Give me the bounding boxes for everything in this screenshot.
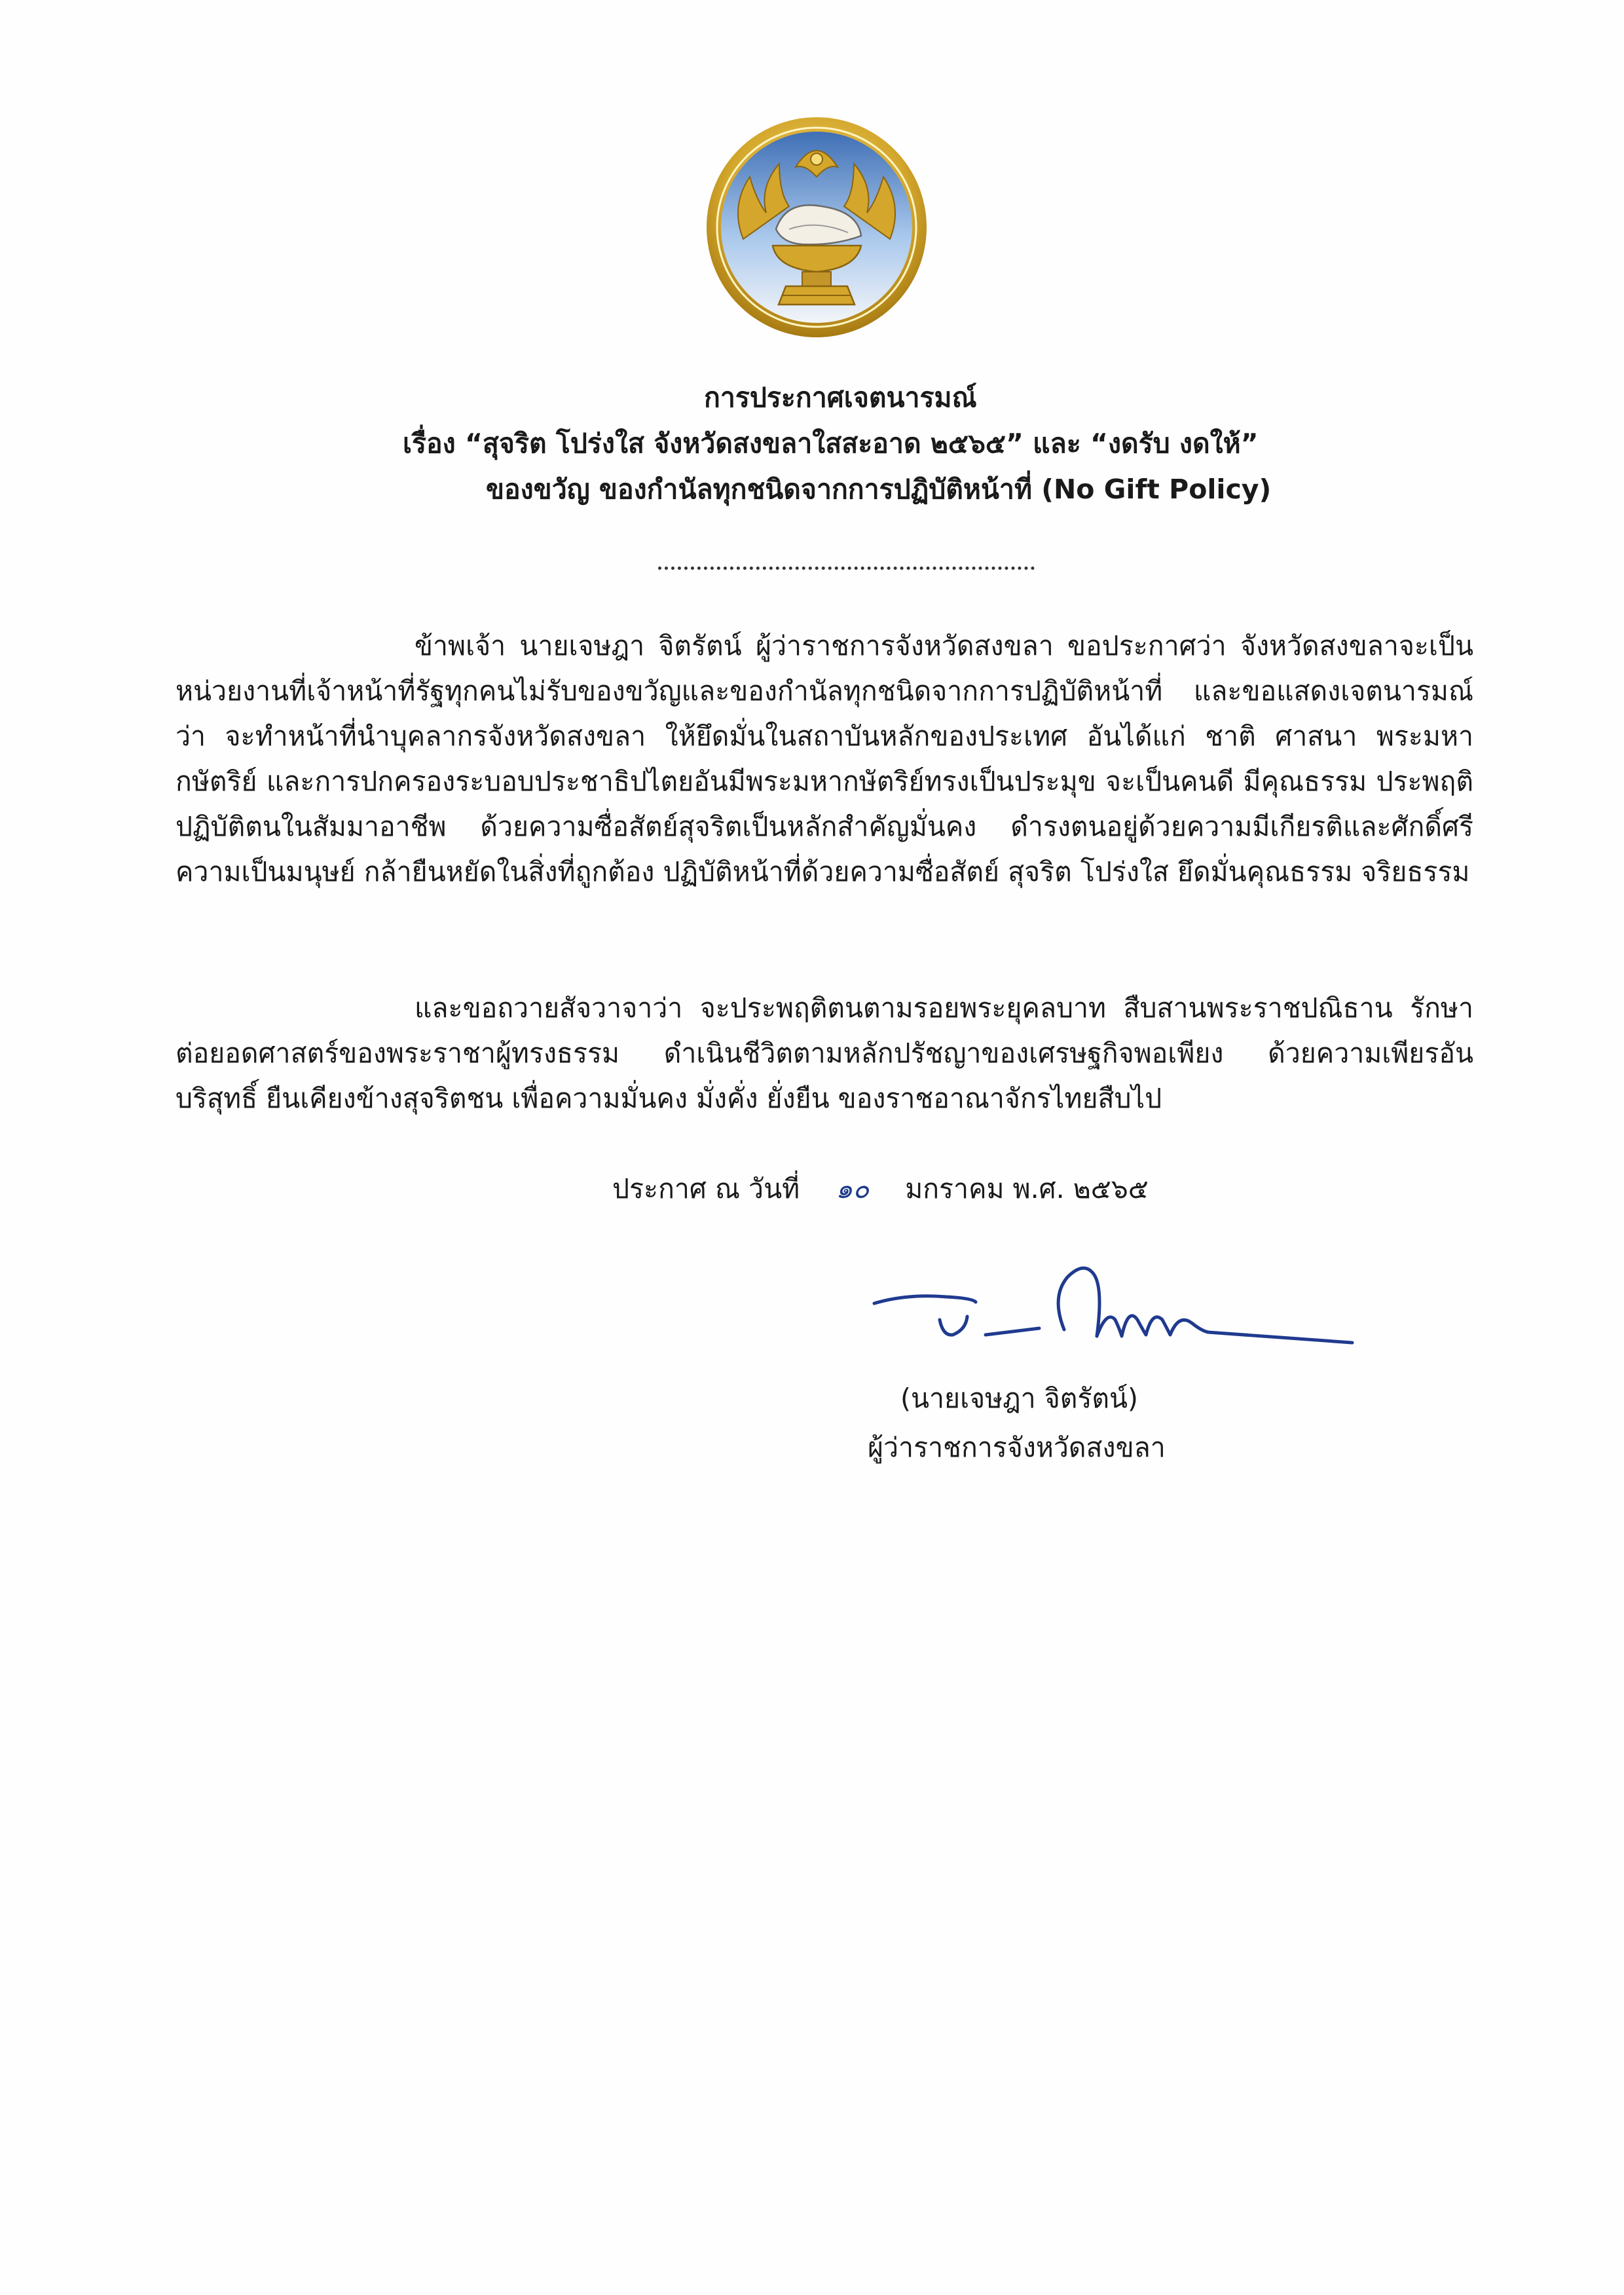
signature-icon <box>868 1258 1365 1356</box>
announcement-date <box>612 1166 1149 1212</box>
province-seal-icon <box>704 115 930 341</box>
date-day: ๑๐ <box>836 1173 870 1204</box>
heading-title: การประกาศเจตนารมณ์ <box>704 382 977 413</box>
date-month-year: มกราคม พ.ศ. ๒๕๖๕ <box>905 1173 1149 1204</box>
body-paragraph-2: และขอถวายสัจวาจาว่า จะประพฤติตนตามรอยพระยุคลบาท สืบสานพระราชปณิธาน รักษา ต่อยอดศาสตร์ของพระราชาผู้ทรงธรรม ดำเนินชีวิตตามหลักปรัชญาของเศรษฐกิจพอเพียง ด้วยความเพียรอันบริสุทธิ์ ยืนเคียงข้างสุจริตชน เพื่อความมั่นคง มั่งคั่ง ยั่งยืน ของราชอาณาจักรไทยสืบไป <box>175 992 1473 1114</box>
heading-subject-continued: ของขวัญ ของกำนัลทุกชนิดจากการปฏิบัติหน้าที่ (No Gift Policy) <box>486 474 1272 505</box>
signer-name: (นายเจษฎา จิตรัตน์) <box>900 1383 1139 1414</box>
body-paragraph-1: ข้าพเจ้า นายเจษฎา จิตรัตน์ ผู้ว่าราชการจังหวัดสงขลา ขอประกาศว่า จังหวัดสงขลาจะเป็นหน่วยงานที่เจ้าหน้าที่รัฐทุกคนไม่รับของขวัญและของกำนัลทุกชนิดจากการปฏิบัติหน้าที่ และขอแสดงเจตนารมณ์ว่า จะทำหน้าที่นำบุคลากรจังหวัดสงขลา ให้ยึดมั่นในสถาบันหลักของประเทศ อันได้แก่ ชาติ ศาสนา พระมหากษัตริย์ และการปกครองระบอบประชาธิปไตยอันมีพระมหากษัตริย์ทรงเป็นประมุข จะเป็นคนดี มีคุณธรรม ประพฤติปฏิบัติตนในสัมมาอาชีพ ด้วยความซื่อสัตย์สุจริตเป็นหลักสำคัญมั่นคง ดำรงตนอยู่ด้วยความมีเกียรติและศักดิ์ศรีความเป็นมนุษย์ กล้ายืนหยัดในสิ่งที่ถูกต้อง ปฏิบัติหน้าที่ด้วยความซื่อสัตย์ สุจริต โปร่งใส ยึดมั่นคุณธรรม จริยธรรม <box>175 630 1473 887</box>
signer-title: ผู้ว่าราชการจังหวัดสงขลา <box>868 1432 1166 1463</box>
date-prefix: ประกาศ ณ วันที่ <box>612 1173 800 1204</box>
dotted-separator <box>658 567 1035 570</box>
heading-subject: เรื่อง “สุจริต โปร่งใส จังหวัดสงขลาใสสะอาด ๒๕๖๕” และ “งดรับ งดให้” <box>403 428 1259 459</box>
